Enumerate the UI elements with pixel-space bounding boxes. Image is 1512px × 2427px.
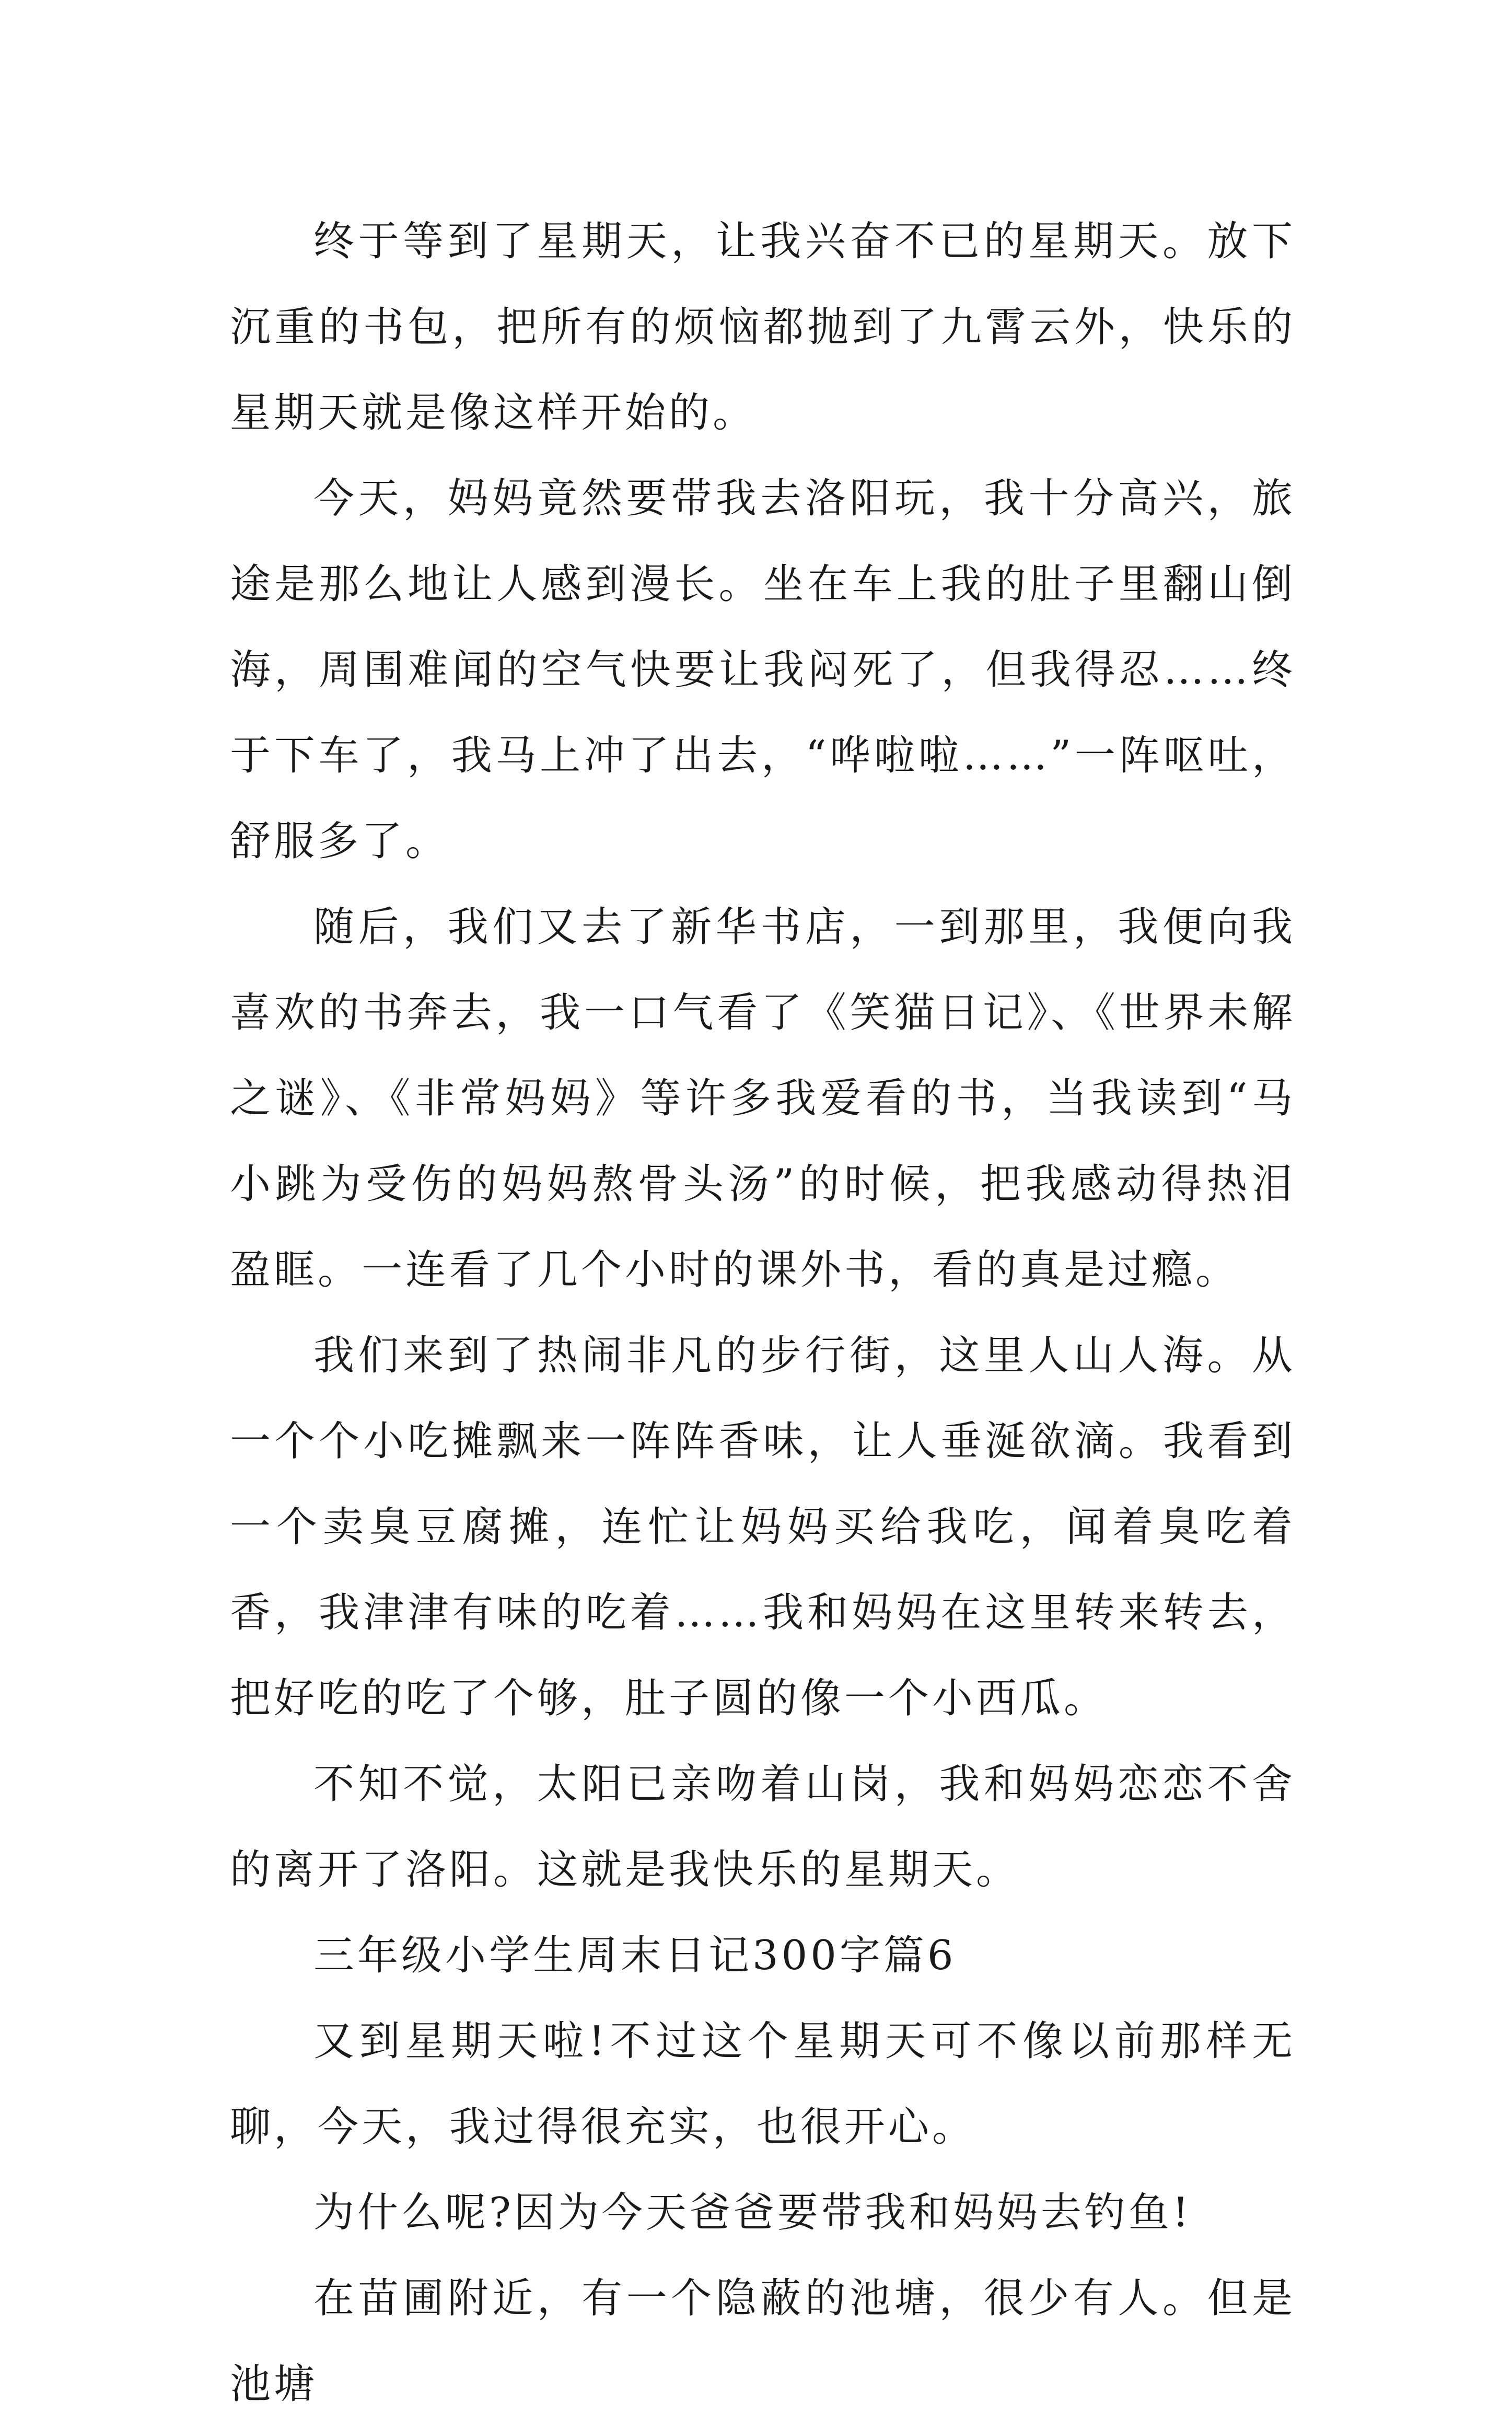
document-body <box>230 199 1296 2427</box>
paragraph: 又到星期天啦!不过这个星期天可不像以前那样无聊，今天，我过得很充实，也很开心。 <box>230 2018 1296 2151</box>
paragraph: 终于等到了星期天，让我兴奋不已的星期天。放下沉重的书包，把所有的烦恼都抛到了九霄云外，快乐的星期天就是像这样开始的。 <box>230 218 1296 436</box>
section-title: 三年级小学生周末日记300字篇6 <box>313 1932 957 1979</box>
paragraph: 为什么呢?因为今天爸爸要带我和妈妈去钓鱼! <box>313 2189 1192 2236</box>
paragraph: 不知不觉，太阳已亲吻着山岗，我和妈妈恋恋不舍的离开了洛阳。这就是我快乐的星期天。 <box>230 1761 1296 1893</box>
paragraph: 我们来到了热闹非凡的步行街，这里人山人海。从一个个小吃摊飘来一阵阵香味，让人垂涎欲滴。我看到一个卖臭豆腐摊，连忙让妈妈买给我吃，闻着臭吃着香，我津津有味的吃着……我和妈妈在这里转来转去，把好吃的吃了个够，肚子圆的像一个小西瓜。 <box>230 1332 1296 1722</box>
paragraph: 在苗圃附近，有一个隐蔽的池塘，很少有人。但是池塘 <box>230 2275 1296 2408</box>
paragraph: 今天，妈妈竟然要带我去洛阳玩，我十分高兴，旅途是那么地让人感到漫长。坐在车上我的肚子里翻山倒海，周围难闻的空气快要让我闷死了，但我得忍……终于下车了，我马上冲了出去，“哗啦啦……”一阵呕吐，舒服多了。 <box>230 475 1296 865</box>
paragraph: 随后，我们又去了新华书店，一到那里，我便向我喜欢的书奔去，我一口气看了《笑猫日记》、《世界未解之谜》、《非常妈妈》等许多我爱看的书，当我读到“马小跳为受伤的妈妈熬骨头汤”的时候，把我感动得热泪盈眶。一连看了几个小时的课外书，看的真是过瘾。 <box>230 904 1296 1293</box>
